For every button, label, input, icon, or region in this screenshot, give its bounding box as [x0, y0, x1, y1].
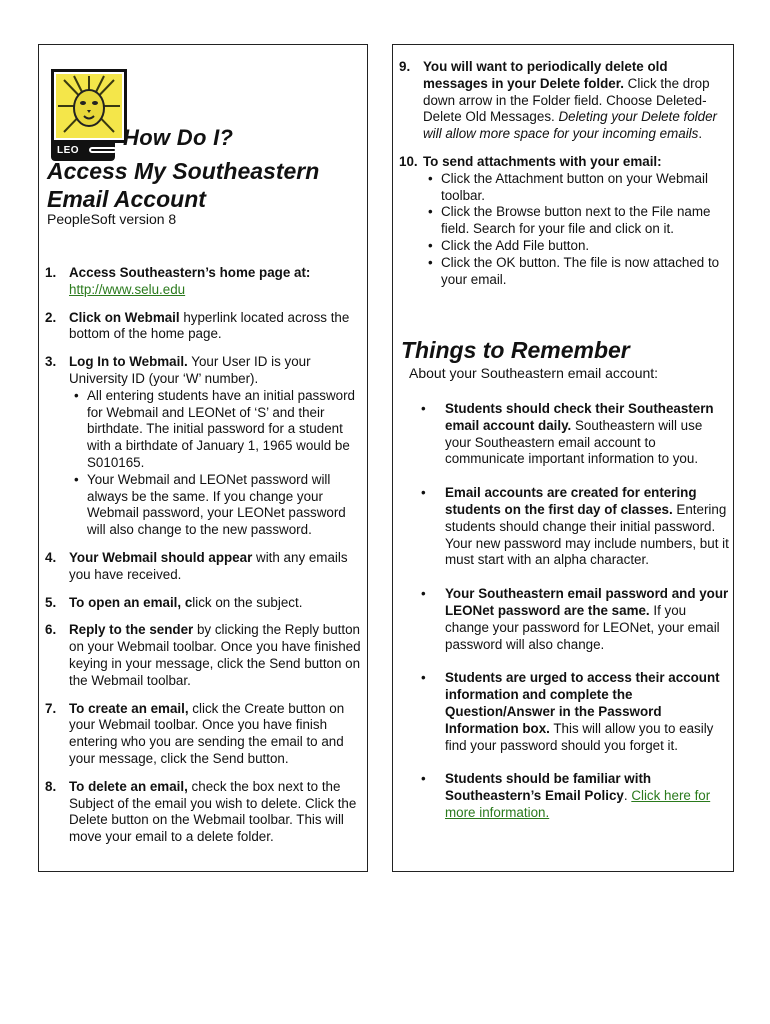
step-number: 9. [399, 59, 411, 74]
step-6 [45, 622, 363, 689]
step-text: by clicking the Reply button on your Webmail toolbar. Once you have finished keying in your message, click the Send button on the Webmail toolbar. [69, 622, 361, 688]
step-heading: To delete an email, [69, 778, 188, 794]
steps-list-left [45, 265, 363, 857]
step-heading: To create an email, [69, 700, 189, 716]
pen-icon [89, 147, 117, 153]
step-italic-note: Deleting your Delete folder will allow more space for your incoming emails [423, 109, 718, 142]
step-text: hyperlink located across the bottom of the home page. [69, 309, 350, 342]
step-heading: Reply to the sender [69, 622, 194, 638]
step-end: . [698, 126, 703, 142]
remember-text: . [623, 788, 632, 804]
step-8 [45, 779, 363, 846]
step-number: 6. [45, 622, 57, 638]
step-5 [45, 595, 363, 612]
step-heading: To open an email, c [69, 594, 193, 610]
remember-text: Southeastern will use your Southeastern email account to communicate important information to you. [445, 417, 703, 467]
step-text: Click the drop down arrow in the Folder field. Choose Deleted-Delete Old Messages. [423, 75, 710, 125]
things-to-remember-heading: Things to Remember [401, 337, 630, 363]
remember-item-same-password [399, 586, 729, 653]
bullet-item: • Click the Attachment button on your Webmail toolbar. [423, 171, 729, 205]
lion-logo-icon [51, 69, 127, 143]
step-heading: Your Webmail should appear [69, 549, 253, 565]
step-2 [45, 310, 363, 344]
remember-text: If you change your password for LEONet, your email password will also change. [445, 602, 720, 652]
step-heading: You will want to periodically delete old messages in your Delete folder. [423, 59, 668, 91]
title-line-1: Access My Southeastern [47, 158, 320, 184]
step-10-bullets [423, 171, 729, 289]
step-number: 5. [45, 594, 57, 610]
remember-bold: Email accounts are created for entering students on the first day of classes. [445, 485, 697, 517]
more-information-link[interactable]: Click here for more information. [445, 788, 711, 820]
bullet-item: • All entering students have an initial password for Webmail and LEONet of ‘S’ and their birthdate. The initial password for a student with a birthdate of January 1, 1965 would be S010165. [69, 388, 363, 472]
page-title [47, 157, 319, 213]
right-panel [392, 44, 734, 872]
remember-text: This will allow you to easily find your password should you forget it. [445, 720, 714, 753]
leo-text: LEO [57, 145, 80, 156]
remember-item-question-answer [399, 670, 729, 754]
step-text: lick on the subject. [192, 594, 303, 610]
step-number: 10. [399, 153, 418, 169]
step-7 [45, 701, 363, 768]
left-panel [38, 44, 368, 872]
page-subtitle: PeopleSoft version 8 [47, 211, 177, 227]
remember-bold: Students should check their Southeastern email account daily. [445, 401, 714, 433]
step-number: 4. [45, 549, 57, 565]
remember-bold: Students are urged to access their account information and complete the Question/Answer in the Password Information box. [445, 670, 720, 736]
step-text: click the Create button on your Webmail toolbar. Once you have finish entering who you are sending the email to and your message, click the Send button. [69, 700, 345, 766]
remember-subheading: About your Southeastern email account: [409, 365, 659, 381]
step-4 [45, 550, 363, 584]
bullet-item: • Click the Add File button. [423, 238, 729, 255]
step-number: 2. [45, 309, 57, 325]
step-text: with any emails you have received. [69, 549, 348, 582]
step-number: 1. [45, 265, 57, 280]
step-heading: Access Southeastern’s home page at: [69, 265, 311, 280]
step-number: 7. [45, 700, 57, 716]
remember-item-email-policy [399, 771, 729, 821]
remember-bold: Your Southeastern email password and your LEONet password are the same. [445, 586, 729, 618]
step-text: check the box next to the Subject of the email you wish to delete. Click the Delete button on the Webmail toolbar. This will move your email to a delete folder. [69, 778, 357, 845]
how-do-i-heading: How Do I? [123, 125, 234, 150]
step-3 [45, 354, 363, 539]
step-heading: To send attachments with your email: [423, 153, 662, 169]
remember-bold: Students should be familiar with Southeastern’s Email Policy [445, 771, 652, 804]
step-10 [399, 154, 729, 288]
step-number: 8. [45, 778, 57, 794]
remember-text: Entering students should change their initial password. Your new password may include numbers, but it must start with an alpha character. [445, 501, 729, 568]
step-text: Your User ID is your University ID (your ‘W’ number). [69, 354, 311, 386]
title-line-2: Email Account [47, 186, 206, 212]
step-9 [399, 59, 729, 143]
remember-list [399, 401, 729, 839]
step-1 [45, 265, 363, 299]
bullet-item: • Your Webmail and LEONet password will always be the same. If you change your Webmail password, your LEONet password will also change to the new password. [69, 472, 363, 539]
steps-list-right [399, 59, 729, 299]
bullet-item: • Click the Browse button next to the File name field. Search for your file and click on it. [423, 204, 729, 238]
remember-item-check-daily [399, 401, 729, 468]
remember-item-account-created [399, 485, 729, 569]
step-3-bullets [69, 388, 363, 539]
selu-home-link[interactable]: http://www.selu.edu [69, 281, 186, 297]
step-heading: Click on Webmail [69, 309, 180, 325]
step-heading: Log In to Webmail. [69, 354, 188, 370]
step-number: 3. [45, 354, 57, 370]
bullet-item: • Click the OK button. The file is now attached to your email. [423, 255, 729, 289]
